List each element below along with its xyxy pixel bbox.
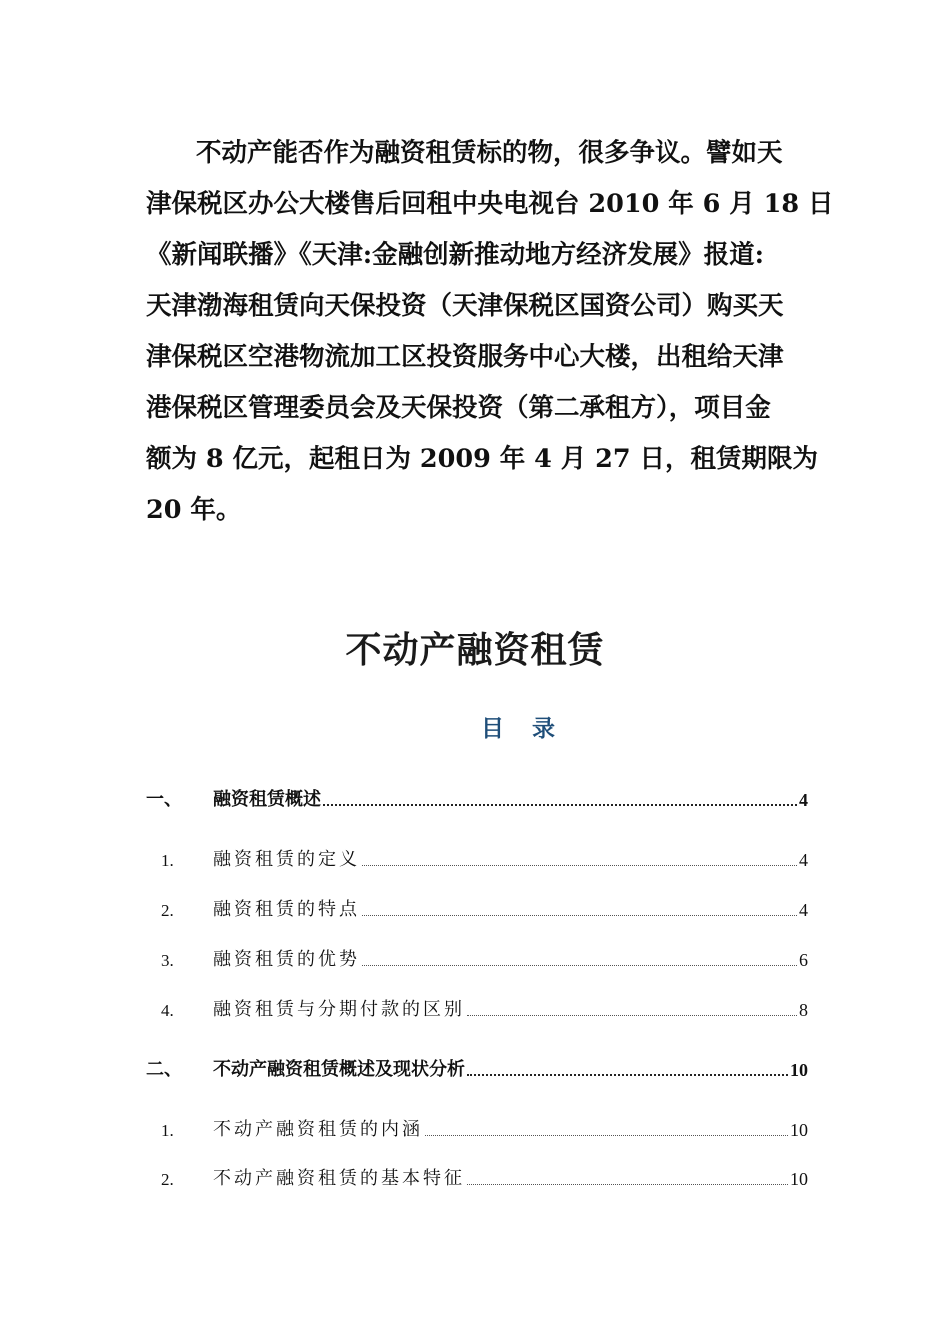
toc-entry-page: 10	[790, 1060, 808, 1080]
dot-leader	[467, 1183, 788, 1185]
toc-entry[interactable]	[146, 944, 808, 974]
dot-leader	[362, 964, 797, 966]
paragraph-line: 港保税区管理委员会及天保投资（第二承租方），项目金	[146, 393, 771, 423]
dot-leader	[425, 1134, 788, 1136]
toc-entry-title: 不动产融资租赁的基本特征	[213, 1168, 465, 1188]
paragraph-line: 额为 8 亿元，起租日为 2009 年 4 月 27 日，租赁期限为	[146, 444, 818, 474]
toc-entry-number: 一、	[146, 789, 182, 809]
document-title: 不动产融资租赁	[345, 630, 605, 671]
toc-entry[interactable]	[146, 1054, 808, 1084]
toc-entry-title: 融资租赁的优势	[213, 949, 360, 969]
toc-entry-title: 融资租赁的特点	[213, 899, 360, 919]
dot-leader	[467, 1073, 788, 1076]
toc-entry-page: 6	[799, 950, 808, 970]
toc-entry[interactable]	[146, 1114, 808, 1144]
toc-entry[interactable]	[146, 894, 808, 924]
toc-entry-page: 8	[799, 1000, 808, 1020]
toc-entry[interactable]	[146, 1163, 808, 1193]
dot-leader	[467, 1014, 797, 1016]
toc-entry-number: 4.	[161, 1001, 174, 1020]
dot-leader	[362, 914, 797, 916]
toc-entry-page: 4	[799, 850, 808, 870]
toc-entry-page: 10	[790, 1120, 808, 1140]
toc-entry-title: 不动产融资租赁的内涵	[213, 1119, 423, 1139]
toc-entry-number: 2.	[161, 901, 174, 920]
toc-entry-title: 不动产融资租赁概述及现状分析	[213, 1059, 465, 1079]
toc-entry-number: 1.	[161, 1121, 174, 1140]
toc-entry-number: 1.	[161, 851, 174, 870]
paragraph-line: 20 年。	[146, 495, 242, 525]
toc-entry[interactable]	[146, 844, 808, 874]
paragraph-line: 《新闻联播》《天津:金融创新推动地方经济发展》报道:	[146, 240, 765, 270]
toc-entry-title: 融资租赁的定义	[213, 849, 360, 869]
toc-entry-title: 融资租赁概述	[213, 789, 321, 809]
toc-heading: 目 录	[480, 716, 565, 742]
toc-entry[interactable]	[146, 994, 808, 1024]
toc-entry[interactable]	[146, 784, 808, 814]
toc-entry-number: 3.	[161, 951, 174, 970]
dot-leader	[323, 803, 797, 806]
paragraph-line: 不动产能否作为融资租赁标的物，很多争议。譬如天	[196, 138, 783, 168]
toc-entry-number: 二、	[146, 1059, 182, 1079]
toc-entry-page: 10	[790, 1169, 808, 1189]
toc-entry-page: 4	[799, 900, 808, 920]
toc-entry-number: 2.	[161, 1170, 174, 1189]
intro-paragraph	[146, 128, 834, 536]
paragraph-line: 津保税区空港物流加工区投资服务中心大楼，出租给天津	[146, 342, 784, 372]
toc-entry-page: 4	[799, 790, 808, 810]
dot-leader	[362, 864, 797, 866]
paragraph-line: 津保税区办公大楼售后回租中央电视台 2010 年 6 月 18 日	[146, 189, 834, 219]
paragraph-line: 天津渤海租赁向天保投资（天津保税区国资公司）购买天	[146, 291, 784, 321]
toc-entry-title: 融资租赁与分期付款的区别	[213, 999, 465, 1019]
